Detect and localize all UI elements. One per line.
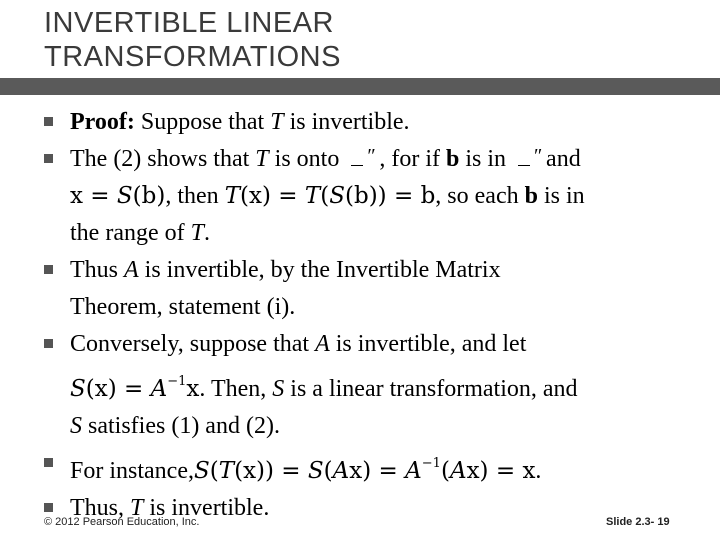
text: .	[535, 458, 542, 484]
bullet-onto	[44, 141, 704, 178]
text: is in	[459, 146, 513, 172]
T: T	[224, 183, 241, 209]
paren: )	[156, 183, 166, 209]
text: Theorem, statement (i).	[70, 294, 296, 320]
eq: =	[371, 458, 406, 484]
b: b	[353, 183, 369, 209]
inverse-exponent: −1	[167, 374, 187, 389]
text: is invertible, by the Invertible Matrix	[138, 257, 501, 283]
x: x	[522, 458, 536, 484]
text: , so each	[435, 183, 525, 209]
S: S	[193, 458, 210, 484]
b: b	[420, 183, 436, 209]
equation-line	[44, 178, 704, 215]
bullet-conversely	[44, 326, 704, 363]
paren: (	[85, 376, 95, 402]
math-x-equals-Sb	[70, 183, 165, 209]
paren: (	[132, 183, 142, 209]
paren: (	[344, 183, 354, 209]
proof-label: Proof:	[70, 109, 135, 135]
var-b: b	[524, 183, 538, 209]
text: , then	[165, 183, 225, 209]
T: T	[304, 183, 321, 209]
text: The (2) shows that	[70, 146, 256, 172]
text: is a linear transformation, and	[284, 376, 578, 402]
var-T: T	[255, 146, 269, 172]
text: Thus	[70, 257, 124, 283]
slide-number: Slide 2.3- 19	[606, 516, 670, 528]
paren: (	[209, 458, 219, 484]
eq: =	[116, 376, 151, 402]
x: x	[70, 183, 83, 209]
slide-title	[44, 6, 604, 74]
paren: )	[362, 458, 372, 484]
var-T: T	[190, 220, 204, 246]
text: and	[546, 146, 581, 172]
text: is invertible.	[283, 109, 410, 135]
x: x	[466, 458, 480, 484]
A: A	[405, 458, 422, 484]
text: is in	[537, 183, 585, 209]
title-line-2: TRANSFORMATIONS	[44, 41, 341, 73]
b: b	[141, 183, 157, 209]
copyright-footer: © 2012 Pearson Education, Inc.	[44, 516, 200, 528]
var-S: S	[272, 376, 285, 402]
paren: (	[234, 458, 244, 484]
x: x	[186, 376, 200, 402]
paren: )	[262, 183, 271, 209]
text: .	[203, 220, 210, 246]
continuation-line	[44, 215, 704, 252]
x: x	[349, 458, 363, 484]
slide-body	[44, 104, 704, 527]
equation-line	[44, 363, 704, 408]
bullet-square-icon	[44, 154, 53, 163]
A: A	[449, 458, 467, 484]
text: . Then,	[199, 376, 273, 402]
eq: =	[488, 458, 523, 484]
S: S	[329, 183, 345, 209]
inverse-exponent: −1	[421, 456, 441, 471]
continuation-line	[44, 408, 704, 445]
space-symbol-icon: ″	[345, 148, 379, 168]
paren: ))	[368, 183, 387, 209]
S: S	[307, 458, 324, 484]
bullet-for-instance	[44, 445, 704, 490]
S: S	[70, 376, 86, 402]
eq: =	[274, 458, 308, 484]
var-T: T	[130, 495, 144, 521]
var-A: A	[315, 331, 330, 357]
paren: (	[240, 183, 250, 209]
text: is invertible, and let	[329, 331, 527, 357]
bullet-proof	[44, 104, 704, 141]
text: is onto	[268, 146, 346, 172]
math-composition	[194, 458, 535, 484]
text: , for if	[379, 146, 446, 172]
math-Tx-equals	[225, 183, 436, 209]
title-line-1: INVERTIBLE LINEAR	[44, 7, 335, 39]
eq: =	[82, 183, 117, 209]
paren: (	[440, 458, 450, 484]
bullet-square-icon	[44, 503, 53, 512]
var-T: T	[270, 109, 284, 135]
var-b: b	[446, 146, 460, 172]
title-divider	[0, 78, 720, 95]
text: For instance,	[70, 458, 194, 484]
text: is invertible.	[143, 495, 270, 521]
paren: (	[320, 183, 330, 209]
paren: ))	[256, 458, 274, 484]
A: A	[150, 376, 168, 402]
bullet-square-icon	[44, 458, 53, 467]
x: x	[94, 376, 108, 402]
eq: =	[386, 183, 421, 209]
text: Suppose that	[134, 109, 271, 135]
bullet-square-icon	[44, 117, 53, 126]
text: satisfies (1) and (2).	[82, 413, 280, 439]
continuation-line	[44, 289, 704, 326]
bullet-square-icon	[44, 339, 53, 348]
T: T	[218, 458, 235, 484]
paren: )	[479, 458, 489, 484]
bullet-square-icon	[44, 265, 53, 274]
S: S	[116, 183, 133, 209]
space-symbol-icon: ″	[512, 148, 546, 168]
text: Thus,	[70, 495, 130, 521]
x: x	[243, 458, 257, 484]
paren: )	[107, 376, 117, 402]
bullet-thus-A	[44, 252, 704, 289]
text: Conversely, suppose that	[70, 331, 316, 357]
A: A	[332, 458, 350, 484]
paren: (	[323, 458, 333, 484]
var-S: S	[70, 413, 82, 439]
var-A: A	[124, 257, 139, 283]
math-Sx-equals-Ainv-x	[70, 376, 199, 402]
eq: =	[270, 183, 305, 209]
text: the range of	[70, 220, 191, 246]
x: x	[249, 183, 262, 209]
